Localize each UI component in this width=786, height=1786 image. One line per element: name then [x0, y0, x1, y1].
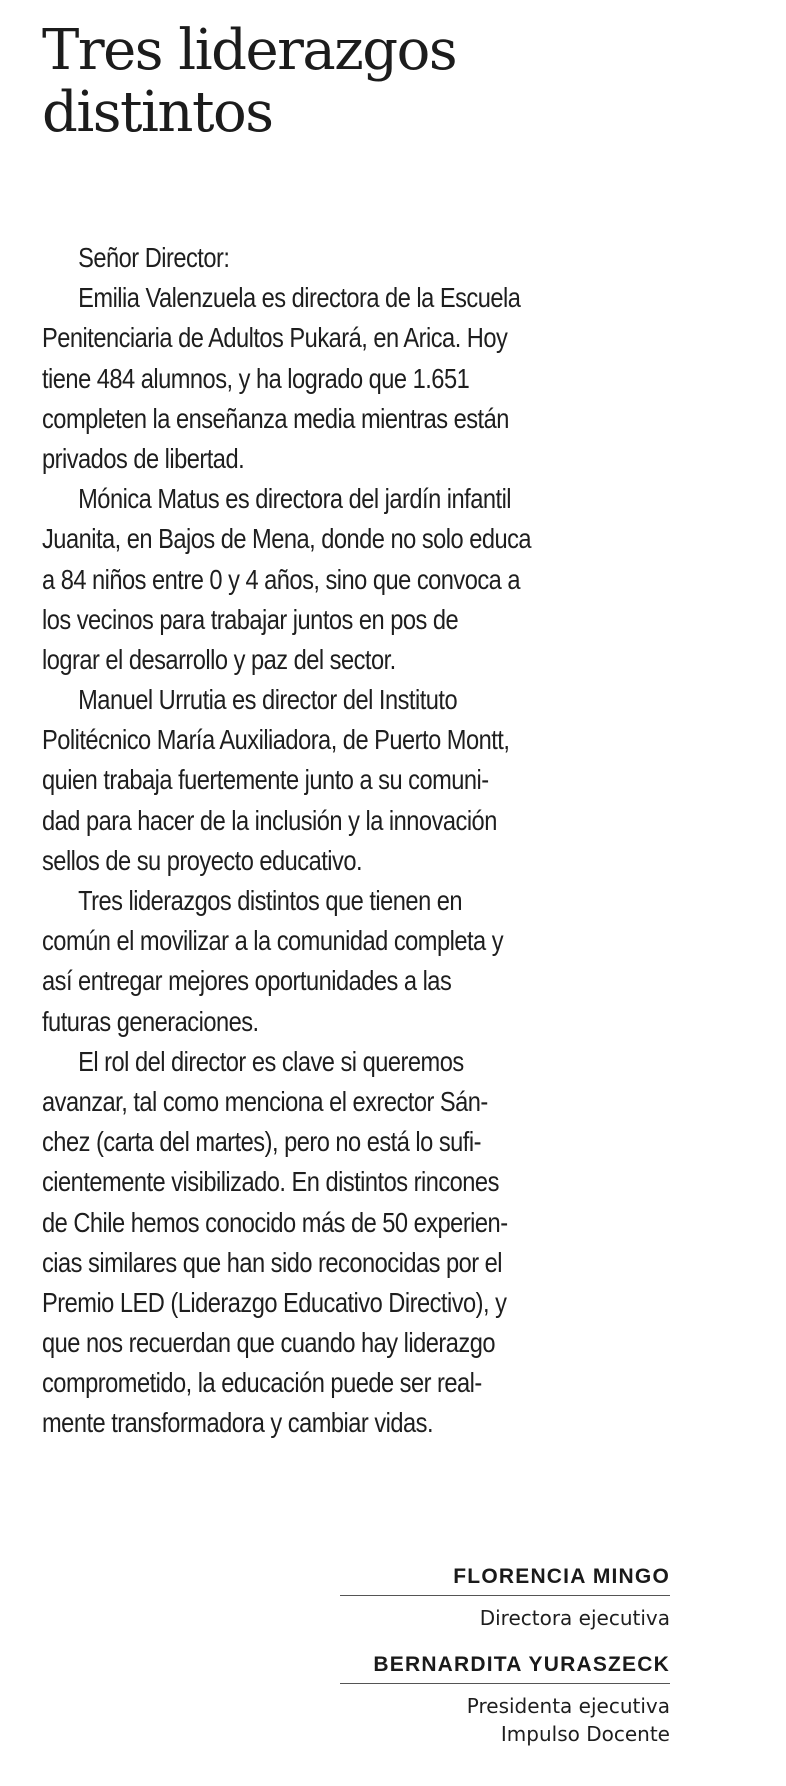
headline-line: distintos — [42, 80, 273, 145]
letter-line: privados de libertad. — [42, 442, 245, 474]
letter-line: comprometido, la educación puede ser real- — [42, 1367, 482, 1399]
letter-line: Señor Director: — [78, 242, 230, 273]
letter-line: Politécnico María Auxiliadora, de Puerto Montt, — [42, 724, 510, 756]
letter-line: Manuel Urrutia es director del Instituto — [78, 684, 458, 716]
headline — [42, 20, 742, 144]
letter-line: completen la enseñanza media mientras están — [42, 402, 509, 434]
signatory-role: Directora ejecutiva — [479, 1606, 670, 1630]
signatory-role — [340, 1692, 670, 1748]
letter-line: de Chile hemos conocido más de 50 experien- — [42, 1206, 508, 1238]
letter-line: mente transformadora y cambiar vidas. — [42, 1407, 434, 1439]
letter-line: Mónica Matus es directora del jardín infantil — [78, 483, 512, 515]
letter-line: Emilia Valenzuela es directora de la Escuela — [78, 282, 521, 314]
signature-block — [340, 1563, 670, 1632]
letter-line: sellos de su proyecto educativo. — [42, 844, 363, 876]
letter-line: que nos recuerdan que cuando hay liderazgo — [42, 1327, 495, 1359]
signatory-organization: Impulso Docente — [500, 1722, 670, 1746]
letter-line: Juanita, en Bajos de Mena, donde no solo educa — [42, 523, 532, 555]
letter-line: Premio LED (Liderazgo Educativo Directivo), y — [42, 1286, 507, 1318]
letter-line: cias similares que han sido reconocidas por el — [42, 1246, 503, 1278]
letter-line: quien trabaja fuertemente junto a su comuni- — [42, 764, 489, 796]
letter-line: tiene 484 alumnos, y ha logrado que 1.651 — [42, 362, 470, 394]
letter-line: así entregar mejores oportunidades a las — [42, 965, 452, 997]
letter-line: lograr el desarrollo y paz del sector. — [42, 643, 396, 675]
letter-line: dad para hacer de la inclusión y la innovación — [42, 804, 497, 836]
letter-line: a 84 niños entre 0 y 4 años, sino que convoca a — [42, 563, 521, 595]
letter-line: los vecinos para trabajar juntos en pos de — [42, 603, 459, 635]
letter-line: El rol del director es clave si queremos — [78, 1045, 464, 1077]
signatory-role-line: Presidenta ejecutiva — [466, 1694, 670, 1718]
letter-line: avanzar, tal como menciona el exrector Sán- — [42, 1085, 488, 1117]
headline-line: Tres liderazgos — [42, 18, 457, 83]
letter-line: Tres liderazgos distintos que tienen en — [78, 885, 463, 916]
letter-line: chez (carta del martes), pero no está lo sufi- — [42, 1126, 481, 1158]
letter-line: futuras generaciones. — [42, 1005, 259, 1037]
letter-line: común el movilizar a la comunidad completa y — [42, 925, 504, 957]
signatory-name: FLORENCIA MINGO — [340, 1563, 670, 1596]
letter-line: Penitenciaria de Adultos Pukará, en Arica. Hoy — [42, 322, 508, 354]
letter-line: cientemente visibilizado. En distintos rincones — [42, 1166, 499, 1198]
letter-body — [42, 238, 670, 1444]
signature-block — [340, 1651, 670, 1748]
signatory-name: BERNARDITA YURASZECK — [340, 1651, 670, 1684]
